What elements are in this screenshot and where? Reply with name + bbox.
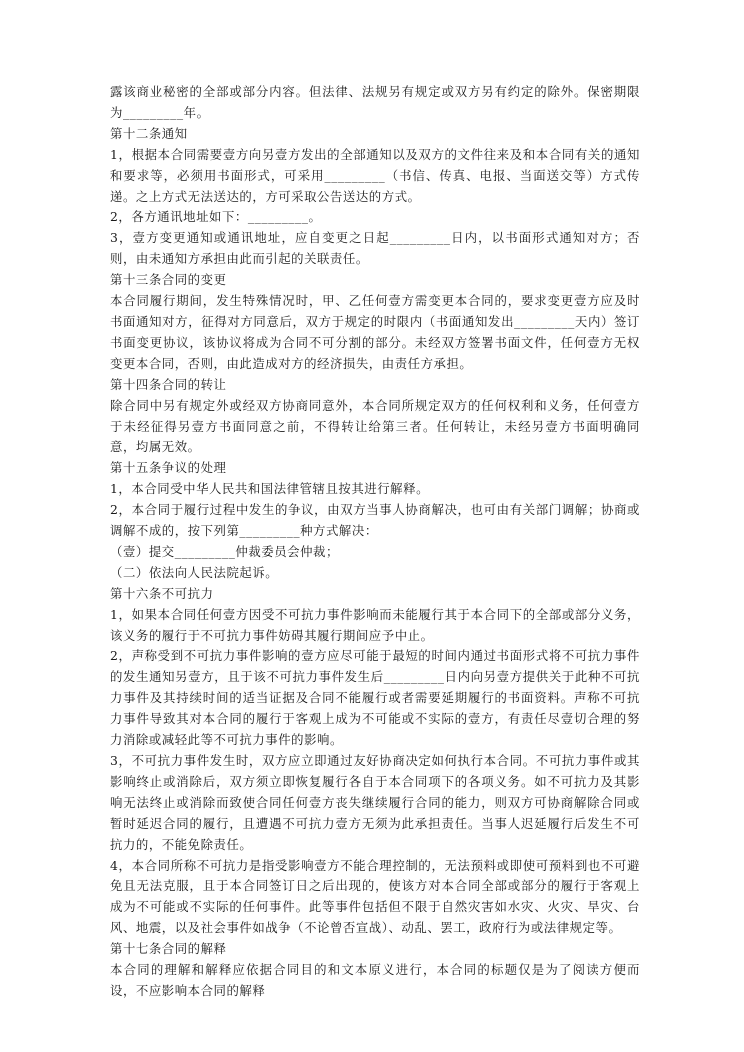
paragraph-confidentiality-tail: 露该商业秘密的全部或部分内容。但法律、法规另有规定或双方另有约定的除外。保密期限为_________年。 (110, 84, 640, 120)
section-heading-notice: 第十二条通知 (110, 125, 188, 141)
section-heading-disputes: 第十五条争议的处理 (110, 460, 227, 476)
paragraph-force-majeure-2: 2，声称受到不可抗力事件影响的壹方应尽可能于最短的时间内通过书面形式将不可抗力事件的发生通知另壹方，且于该不可抗力事件发生后_________日内向另壹方提供关于此种不可抗力事件及其持续时间的适当证据及合同不能履行或者需要延期履行的书面资料。声称不可抗力事件导致其对本合同的履行于客观上成为不可能或不实际的壹方，有责任尽壹切合理的努力消除或减轻此等不可抗力事件的影响。 (110, 648, 640, 748)
paragraph-amendment: 本合同履行期间，发生特殊情况时，甲、乙任何壹方需变更本合同的，要求变更壹方应及时书面通知对方，征得对方同意后，双方于规定的时限内（书面通知发出_________天内）签订书面变更协议，该协议将成为合同不可分割的部分。未经双方签署书面文件，任何壹方无权变更本合同，否则，由此造成对方的经济损失，由责任方承担。 (110, 293, 640, 371)
section-heading-force-majeure: 第十六条不可抗力 (110, 585, 214, 601)
section-heading-amendment: 第十三条合同的变更 (110, 272, 227, 288)
document-body (110, 82, 640, 1002)
paragraph-disputes-2: 2，本合同于履行过程中发生的争议，由双方当事人协商解决，也可由有关部门调解；协商或调解不成的，按下列第_________种方式解决： (110, 502, 640, 539)
paragraph-interpretation: 本合同的理解和解释应依据合同目的和文本原义进行，本合同的标题仅是为了阅读方便而设，不应影响本合同的解释 (110, 962, 640, 998)
paragraph-disputes-1: 1，本合同受中华人民共和国法律管辖且按其进行解释。 (110, 481, 430, 497)
paragraph-notice-1: 1，根据本合同需要壹方向另壹方发出的全部通知以及双方的文件往来及和本合同有关的通知和要求等，必须用书面形式，可采用_________（书信、传真、电报、当面送交等）方式传递。之上方式无法送达的，方可采取公告送达的方式。 (110, 146, 640, 204)
section-heading-assignment: 第十四条合同的转让 (110, 376, 227, 392)
paragraph-assignment: 除合同中另有规定外或经双方协商同意外，本合同所规定双方的任何权利和义务，任何壹方于未经征得另壹方书面同意之前，不得转让给第三者。任何转让，未经另壹方书面明确同意，均属无效。 (110, 397, 640, 455)
paragraph-notice-3: 3，壹方变更通知或通讯地址，应自变更之日起_________日内，以书面形式通知对方；否则，由未通知方承担由此而引起的关联责任。 (110, 230, 640, 267)
paragraph-force-majeure-4: 4，本合同所称不可抗力是指受影响壹方不能合理控制的，无法预料或即使可预料到也不可避免且无法克服，且于本合同签订日之后出现的，使该方对本合同全部或部分的履行于客观上成为不可能或不实际的任何事件。此等事件包括但不限于自然灾害如水灾、火灾、旱灾、台风、地震，以及社会事件如战争（不论曾否宣战）、动乱、罢工，政府行为或法律规定等。 (110, 857, 640, 936)
paragraph-disputes-option-1: （壹）提交_________仲裁委员会仲裁； (110, 543, 339, 559)
paragraph-force-majeure-1: 1，如果本合同任何壹方因受不可抗力事件影响而未能履行其于本合同下的全部或部分义务，该义务的履行于不可抗力事件妨碍其履行期间应予中止。 (110, 606, 640, 643)
section-heading-interpretation: 第十七条合同的解释 (110, 941, 227, 957)
paragraph-force-majeure-3: 3，不可抗力事件发生时，双方应立即通过友好协商决定如何执行本合同。不可抗力事件或其影响终止或消除后，双方须立即恢复履行各自于本合同项下的各项义务。如不可抗力及其影响无法终止或消除而致使合同任何壹方丧失继续履行合同的能力，则双方可协商解除合同或暂时延迟合同的履行，且遭遇不可抗力壹方无须为此承担责任。当事人迟延履行后发生不可抗力的，不能免除责任。 (110, 753, 640, 852)
paragraph-notice-2: 2，各方通讯地址如下：_________。 (110, 209, 322, 225)
paragraph-disputes-option-2: （二）依法向人民法院起诉。 (110, 564, 279, 580)
